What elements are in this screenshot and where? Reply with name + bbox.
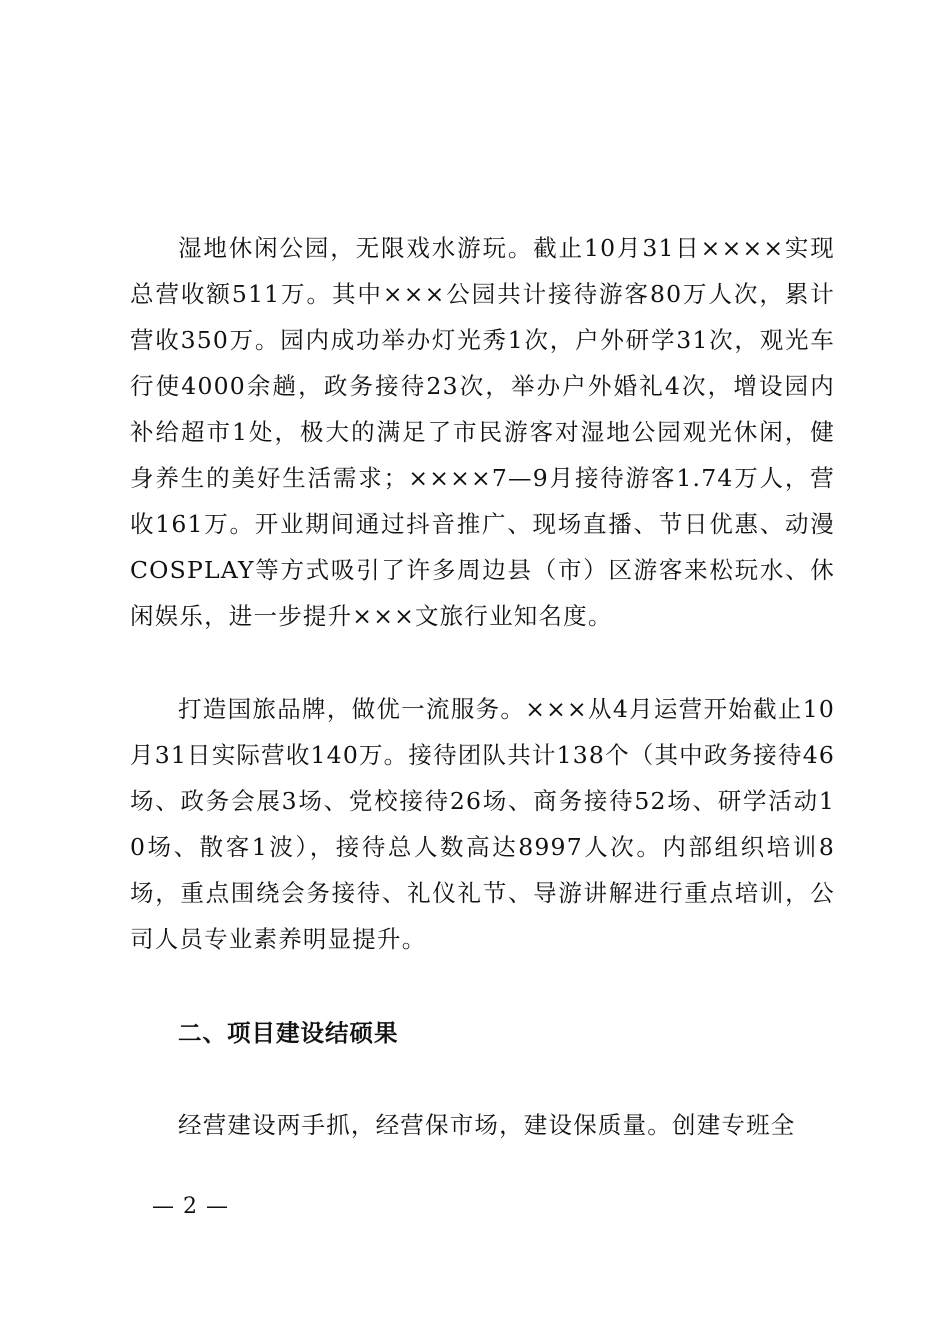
page-number: — 2 — (152, 1194, 229, 1219)
paragraph-project-construction: 经营建设两手抓，经营保市场，建设保质量。创建专班全 (178, 1111, 796, 1139)
paragraph-travel-brand: 打造国旅品牌，做优一流服务。×××从4月运营开始截止10月31日实际营收140万。接待团队共计138个（其中政务接待46场、政务会展3场、党校接待26场、商务接待52场、研学活动10场、散客1波），接待总人数高达8997人次。内部组织培训8场，重点围绕会务接待、礼仪礼节、导游讲解进行重点培训，公司人员专业素养明显提升。 (130, 695, 835, 953)
section-heading: 二、项目建设结硕果 (178, 1019, 399, 1047)
paragraph-wetland-park: 湿地休闲公园，无限戏水游玩。截止10月31日××××实现总营收额511万。其中×××公园共计接待游客80万人次，累计营收350万。园内成功举办灯光秀1次，户外研学31次，观光车行使4000余趟，政务接待23次，举办户外婚礼4次，增设园内补给超市1处，极大的满足了市民游客对湿地公园观光休闲，健身养生的美好生活需求；××××7—9月接待游客1.74万人，营收161万。开业期间通过抖音推广、现场直播、节日优惠、动漫COSPLAY等方式吸引了许多周边县（市）区游客来松玩水、休闲娱乐，进一步提升×××文旅行业知名度。 (130, 234, 835, 630)
